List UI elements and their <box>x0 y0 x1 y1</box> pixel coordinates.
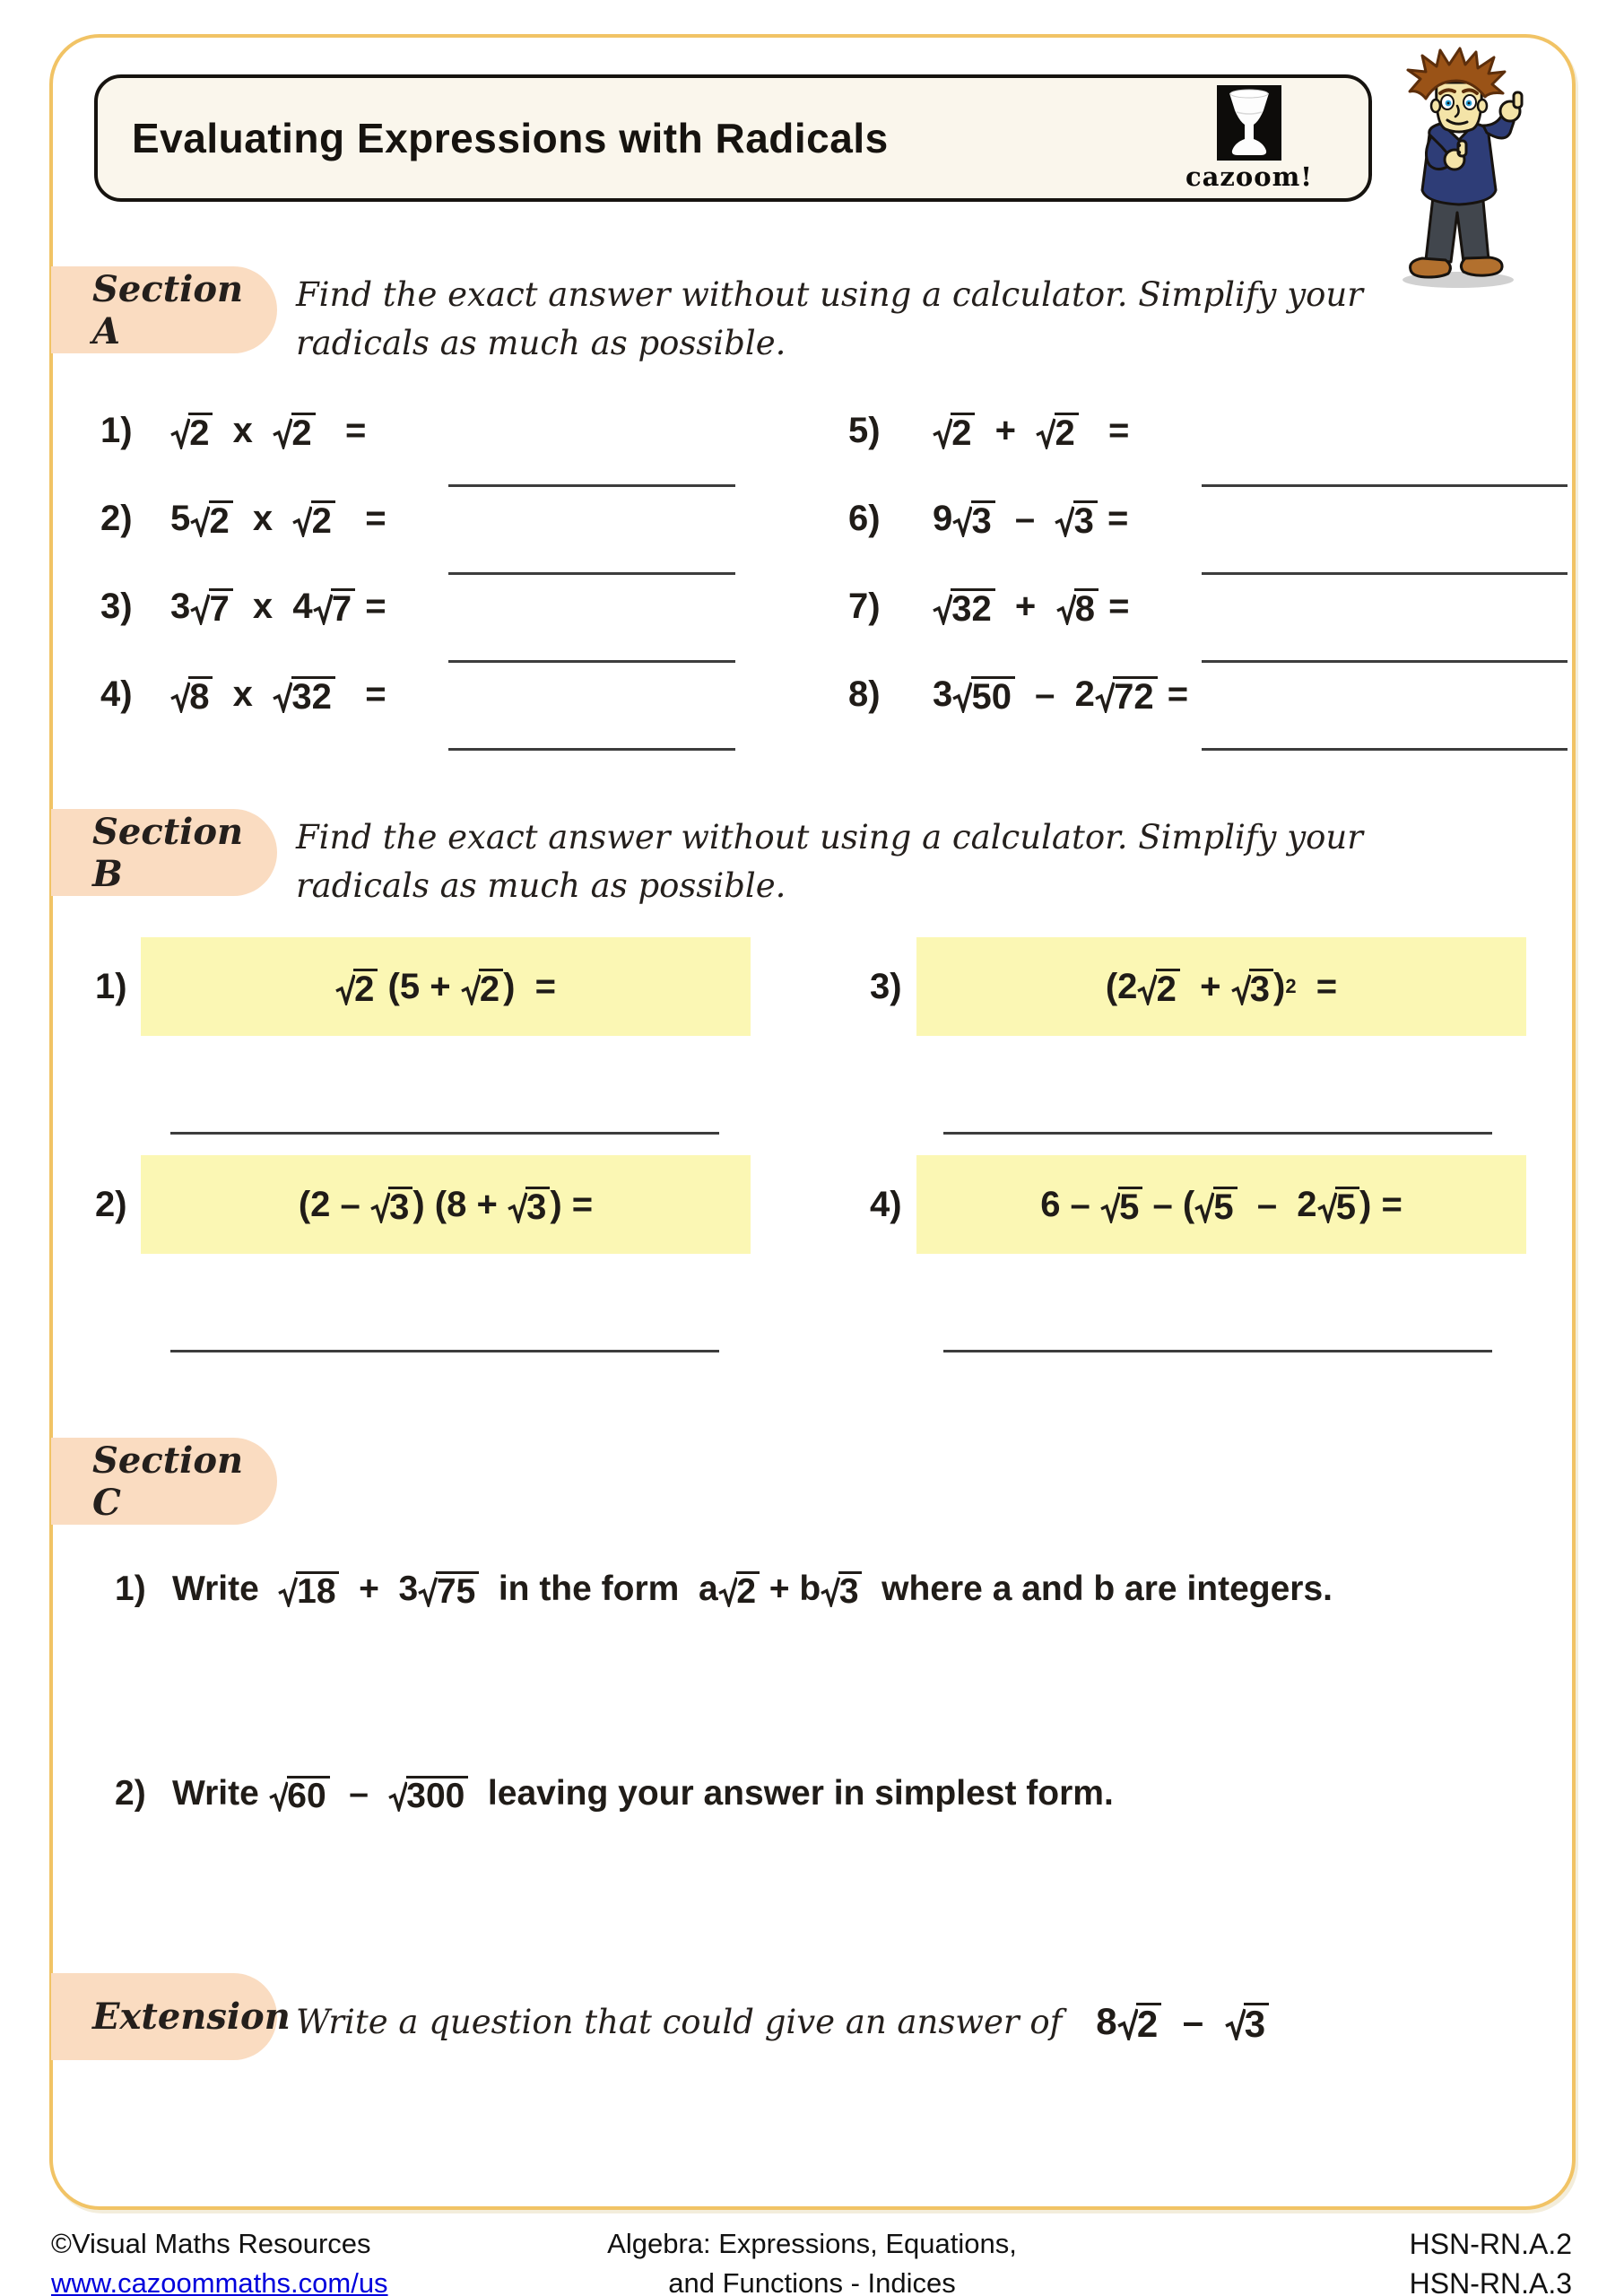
copyright-text: ©Visual Maths Resources <box>51 2228 371 2259</box>
problem-a5 <box>848 402 1129 459</box>
highlight-box-b3 <box>916 937 1526 1036</box>
problem-number: 6) <box>848 498 881 538</box>
footer-topic-block <box>0 2224 1624 2296</box>
brand-name: cazoom! <box>1185 161 1313 192</box>
extension-task <box>296 1987 1269 2056</box>
answer-line-b4[interactable] <box>943 1350 1492 1352</box>
problem-expression: (2 – 3 ) (8 + 3 ) = <box>298 1184 594 1227</box>
standard-code-2: HSN-RN.A.3 <box>1409 2267 1572 2296</box>
problem-expression: 2 (5 + 2 ) = <box>335 967 556 1007</box>
problem-expression: 6 – 5 – ( 5 – 2 5 ) = <box>1040 1184 1403 1227</box>
problem-a6 <box>848 490 1128 547</box>
problem-expression: 3 7 x 4 7 = <box>170 586 386 629</box>
answer-line-b3[interactable] <box>943 1132 1492 1135</box>
djembe-drum-icon <box>1217 85 1281 161</box>
problem-c1 <box>115 1561 1333 1618</box>
problem-expression: (2 2 + 3 ) 2 = <box>1105 966 1338 1009</box>
problem-a3 <box>100 578 386 635</box>
problem-expression: 3 50 – 2 72 = <box>933 674 1189 717</box>
problem-number-b4: 4) <box>870 1184 902 1224</box>
answer-line-a4[interactable] <box>448 748 735 751</box>
cazoom-logo <box>1185 85 1313 192</box>
title-box <box>94 74 1372 202</box>
answer-line-a5[interactable] <box>1202 484 1568 487</box>
problem-number: 1) <box>100 410 133 450</box>
answer-line-a7[interactable] <box>1202 660 1568 663</box>
highlight-box-b4 <box>916 1155 1526 1254</box>
problem-number: 2) <box>100 498 133 538</box>
answer-line-a3[interactable] <box>448 660 735 663</box>
answer-line-b1[interactable] <box>170 1132 719 1135</box>
problem-number: 2) <box>115 1774 146 1813</box>
topic-line-2: and Functions - Indices <box>668 2267 956 2296</box>
highlight-box-b2 <box>141 1155 751 1254</box>
problem-expression: 5 2 x 2 = <box>170 498 386 541</box>
problem-a8 <box>848 665 1188 723</box>
problem-number-b3: 3) <box>870 966 902 1006</box>
answer-line-a8[interactable] <box>1202 748 1568 751</box>
problem-expression: 9 3 – 3 = <box>933 498 1129 541</box>
problem-number-b1: 1) <box>95 966 127 1006</box>
problem-expression: 8 x 32 = <box>170 674 386 715</box>
problem-number: 7) <box>848 586 881 626</box>
problem-number: 1) <box>115 1570 146 1608</box>
answer-line-b2[interactable] <box>170 1350 719 1352</box>
section-a-label: Section A <box>51 266 277 353</box>
section-b-instruction: Find the exact answer without using a calculator. Simplify your radicals as much as possible. <box>296 818 1363 905</box>
extension-instruction: Write a question that could give an answer of <box>296 2002 1063 2041</box>
page-title: Evaluating Expressions with Radicals <box>132 115 889 161</box>
problem-a4 <box>100 665 386 723</box>
problem-number: 8) <box>848 674 881 714</box>
problem-number: 4) <box>100 674 133 714</box>
footer-standards-block <box>1410 2224 1572 2296</box>
answer-line-a6[interactable] <box>1202 572 1568 575</box>
website-link[interactable]: www.cazoommaths.com/us <box>51 2267 388 2296</box>
standard-code-1: HSN-RN.A.2 <box>1409 2228 1572 2260</box>
problem-a1 <box>100 402 366 459</box>
extension-label: Extension <box>51 1973 277 2060</box>
problem-expression: 32 + 8 = <box>933 587 1129 627</box>
section-b-label: Section B <box>51 809 277 896</box>
problem-c2 <box>115 1765 1114 1822</box>
answer-line-a1[interactable] <box>448 484 735 487</box>
extension-expression: 8 2 – 3 <box>1096 2000 1269 2043</box>
problem-a7 <box>848 578 1129 635</box>
problem-number-b2: 2) <box>95 1184 127 1224</box>
problem-a2 <box>100 490 386 547</box>
problem-text: Write 18 + 3 75 in the form a 2 + b 3 where a and b are integers. <box>172 1570 1333 1611</box>
section-a-instruction: Find the exact answer without using a calculator. Simplify your radicals as much as possible. <box>296 275 1363 362</box>
mascot-boy-illustration <box>1383 47 1535 291</box>
problem-expression: 2 + 2 = <box>933 411 1129 451</box>
problem-expression: 2 x 2 = <box>170 411 366 451</box>
topic-line-1: Algebra: Expressions, Equations, <box>607 2228 1017 2259</box>
highlight-box-b1 <box>141 937 751 1036</box>
problem-number: 3) <box>100 586 133 626</box>
problem-text: Write 60 – 300 leaving your answer in simplest form. <box>172 1774 1114 1815</box>
problem-number: 5) <box>848 410 881 450</box>
section-c-label: Section C <box>51 1438 277 1525</box>
answer-line-a2[interactable] <box>448 572 735 575</box>
